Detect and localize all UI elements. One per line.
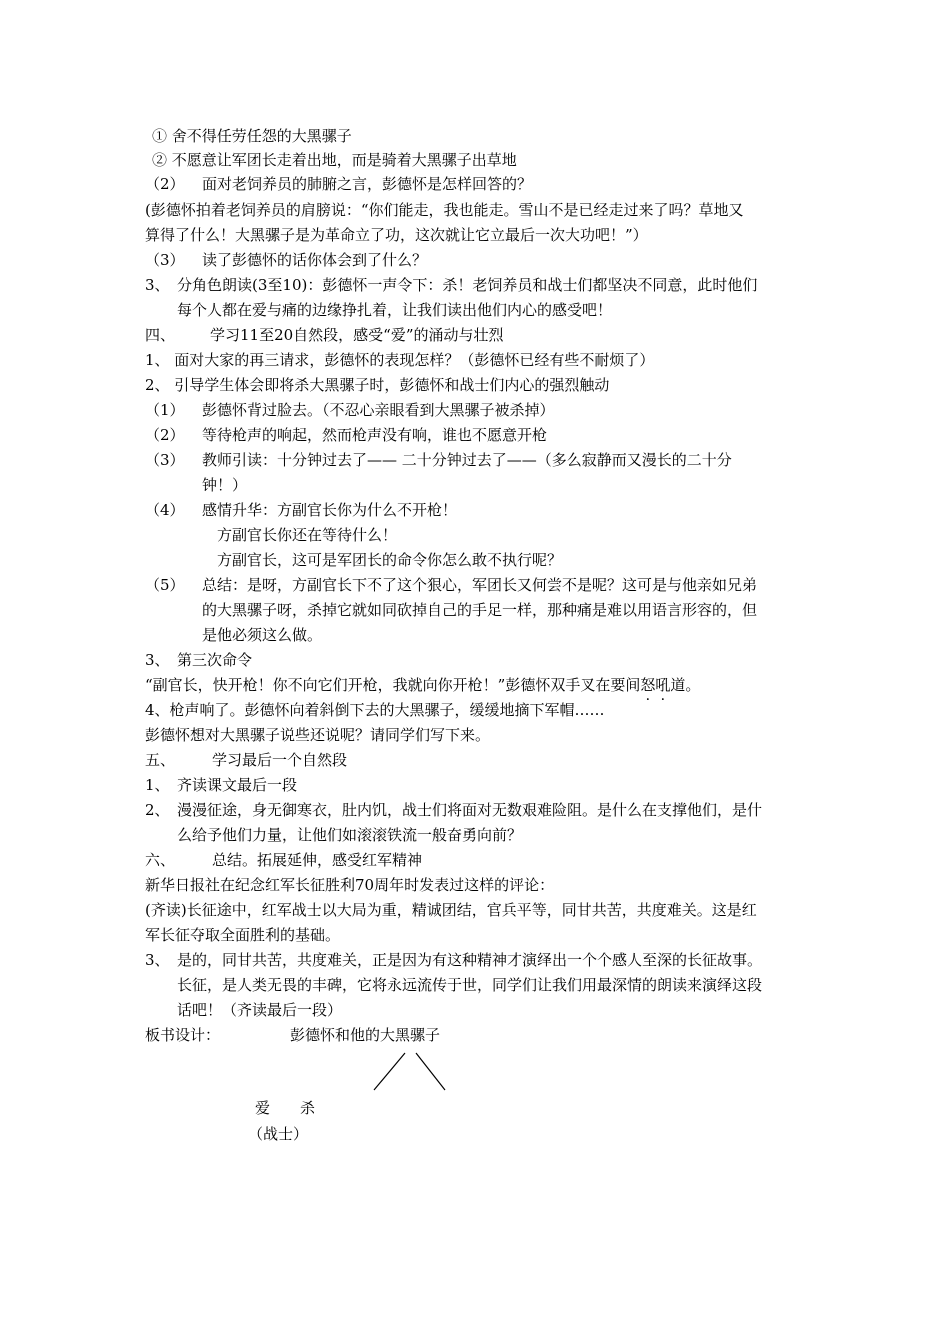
board-label: 板书设计： xyxy=(145,1026,221,1044)
list-item: 总结：是呀，方副官长下不了这个狠心，军团长又何尝不是呢？这可是与他亲如兄弟 xyxy=(202,576,758,594)
quote-text: “副官长，快开枪！你不向它们开枪，我就向你开枪！”彭德怀双手叉在要间 xyxy=(145,676,641,694)
list-item: 么给予他们力量，让他们如滚滚铁流一般奋勇向前？ xyxy=(177,826,523,844)
item-number: 1、 xyxy=(145,776,170,794)
list-item: 齐读课文最后一段 xyxy=(177,776,298,794)
list-item: ① 舍不得任劳任怨的大黑骡子 xyxy=(152,127,352,145)
item-number: （1） xyxy=(145,401,185,419)
board-subtext: （战士） xyxy=(248,1125,309,1143)
paragraph-line: (彭德怀拍着老饲养员的肩膀说：“你们能走，我也能走。雪山不是已经走过来了吗？草地又 xyxy=(145,201,744,219)
item-number: 3、 xyxy=(145,651,170,669)
item-number: 3、 xyxy=(145,276,170,294)
quote-text-end: 道。 xyxy=(670,676,701,694)
list-item: 1、 面对大家的再三请求，彭德怀的表现怎样？（彭德怀已经有些不耐烦了） xyxy=(145,351,655,369)
paragraph-line: (齐读)长征途中，红军战士以大局为重，精诚团结，官兵平等，同甘共苦，共度难关。这是红 xyxy=(145,901,757,919)
list-item: 感情升华：方副官长你为什么不开枪！ xyxy=(202,501,458,519)
list-item: 4、枪声响了。彭德怀向着斜倒下去的大黑骡子，缓缓地摘下军帽…… xyxy=(145,701,605,719)
paragraph-line: 军长征夺取全面胜利的基础。 xyxy=(145,926,341,944)
item-number: （2） xyxy=(145,426,185,444)
section-heading: 学习最后一个自然段 xyxy=(212,751,348,769)
list-item: 是的，同甘共苦，共度难关，正是因为有这种精神才演绎出一个个感人至深的长征故事。 xyxy=(177,951,763,969)
list-item: 分角色朗读(3至10)：彭德怀一声令下：杀！老饲养员和战士们都坚决不同意，此时他们 xyxy=(177,276,758,294)
paragraph-line: 算得了什么！大黑骡子是为革命立了功，这次就让它立最后一次大功吧！”） xyxy=(145,226,648,244)
list-item: 钟！） xyxy=(202,476,248,494)
item-number: （4） xyxy=(145,501,185,519)
list-item: 的大黑骡子呀，杀掉它就如同砍掉自己的手足一样，那种痛是难以用语言形容的，但 xyxy=(202,601,758,619)
list-item: 漫漫征途，身无御寒衣，肚内饥，战士们将面对无数艰难险阻。是什么在支撑他们，是什 xyxy=(177,801,763,819)
list-item: 2、 引导学生体会即将杀大黑骡子时，彭德怀和战士们内心的强烈触动 xyxy=(145,376,610,394)
item-number: （5） xyxy=(145,576,185,594)
list-item: 面对老饲养员的肺腑之言，彭德怀是怎样回答的？ xyxy=(202,175,533,193)
emphasis-char: 吼 xyxy=(655,676,671,694)
item-number: （3） xyxy=(145,451,185,469)
list-item: 教师引读：十分钟过去了—— 二十分钟过去了——（多么寂静而又漫长的二十分 xyxy=(202,451,732,469)
list-item: 读了彭德怀的话你体会到了什么？ xyxy=(202,251,428,269)
list-item: 长征，是人类无畏的丰碑，它将永远流传于世，同学们让我们用最深情的朗读来演绎这段 xyxy=(177,976,763,994)
board-title: 彭德怀和他的大黑骡子 xyxy=(290,1026,441,1044)
section-heading: 总结。拓展延伸，感受红军精神 xyxy=(212,851,423,869)
list-item: 等待枪声的响起，然而枪声没有响，谁也不愿意开枪 xyxy=(202,426,548,444)
list-item: 话吧！（齐读最后一段） xyxy=(177,1001,343,1019)
section-number: 六、 xyxy=(145,851,176,869)
item-number: 3、 xyxy=(145,951,170,969)
list-item: 彭德怀背过脸去。（不忍心亲眼看到大黑骡子被杀掉） xyxy=(202,401,555,419)
board-left-word: 爱 xyxy=(255,1099,271,1117)
section-heading: 学习11至20自然段，感受“爱”的涌动与壮烈 xyxy=(210,326,504,344)
list-item: 是他必须这么做。 xyxy=(202,626,323,644)
list-item: 方副官长你还在等待什么！ xyxy=(217,526,398,544)
list-item: ② 不愿意让军团长走着出地，而是骑着大黑骡子出草地 xyxy=(152,151,517,169)
list-item: 每个人都在爱与痛的边缘挣扎着，让我们读出他们内心的感受吧！ xyxy=(177,301,613,319)
paragraph-line: 新华日报社在纪念红军长征胜利70周年时发表过这样的评论： xyxy=(145,876,555,894)
item-number: （3） xyxy=(145,251,185,269)
section-number: 五、 xyxy=(145,751,176,769)
emphasis-char: 怒 xyxy=(640,676,656,694)
item-number: 2、 xyxy=(145,801,170,819)
left-branch-line xyxy=(374,1053,405,1090)
section-number: 四、 xyxy=(145,326,176,344)
item-number: （2） xyxy=(145,175,185,193)
board-right-word: 杀 xyxy=(300,1099,316,1117)
paragraph-line: 彭德怀想对大黑骡子说些还说呢？请同学们写下来。 xyxy=(145,726,491,744)
list-item: 第三次命令 xyxy=(177,651,253,669)
list-item: 方副官长，这可是军团长的命令你怎么敢不执行呢？ xyxy=(217,551,563,569)
right-branch-line xyxy=(416,1053,445,1090)
